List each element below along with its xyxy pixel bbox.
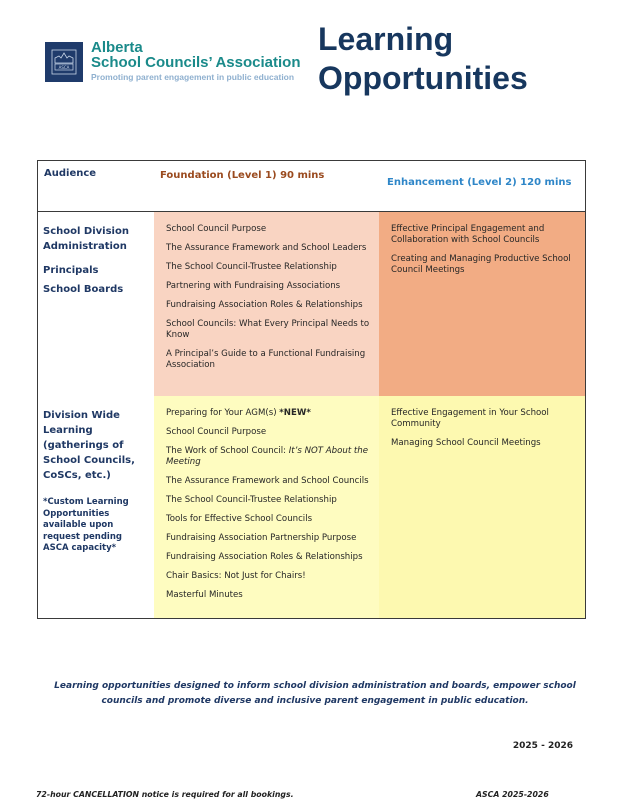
audience-item: Principals <box>43 265 99 276</box>
course-item: School Councils: What Every Principal Needs to Know <box>166 319 370 340</box>
course-item: Creating and Managing Productive School Council Meetings <box>391 254 571 275</box>
table-row <box>38 212 586 397</box>
title-line2: Opportunities <box>318 60 528 96</box>
enhancement-cell <box>379 212 586 397</box>
table-header-row <box>38 161 586 212</box>
course-item: A Principal’s Guide to a Functional Fundraising Association <box>166 349 366 370</box>
course-item: Chair Basics: Not Just for Chairs! <box>166 571 306 581</box>
course-item: Effective Engagement in Your School Community <box>391 408 549 429</box>
audience-cell <box>38 212 155 397</box>
org-name-line1: Alberta <box>91 39 143 56</box>
audience-item: Division Wide Learning (gatherings of School Councils, CoSCs, etc.) <box>43 410 135 481</box>
page-title <box>318 20 528 98</box>
year-label: 2025 - 2026 <box>512 741 573 751</box>
course-item: The School Council-Trustee Relationship <box>166 262 337 272</box>
audience-item: School Division Administration <box>43 226 129 252</box>
column-header-foundation: Foundation (Level 1) 90 mins <box>154 161 379 212</box>
course-item: Preparing for Your AGM(s) *NEW* <box>166 408 311 418</box>
course-item: Fundraising Association Partnership Purpose <box>166 533 357 543</box>
mission-tagline: Learning opportunities designed to inform school division administration and boards, empower school councils and promote diverse and inclusive parent engagement in public education. <box>54 681 576 706</box>
course-item: Effective Principal Engagement and Collaboration with School Councils <box>391 224 545 245</box>
course-item: The Work of School Council: It’s NOT About the Meeting <box>166 446 369 467</box>
audience-item: School Boards <box>43 284 124 295</box>
audience-cell <box>38 396 155 619</box>
course-item: Managing School Council Meetings <box>391 438 541 448</box>
footer-copyright: ASCA 2025-2026 <box>476 790 549 799</box>
course-item: The Assurance Framework and School Councils <box>166 476 369 486</box>
foundation-cell <box>154 212 379 397</box>
course-item: School Council Purpose <box>166 427 267 437</box>
foundation-cell <box>154 396 379 619</box>
cancellation-notice: 72-hour CANCELLATION notice is required for all bookings. <box>36 790 294 799</box>
org-name-line2: School Councils’ Association <box>91 54 301 71</box>
learning-opportunities-table <box>37 160 586 619</box>
school-building-icon <box>49 47 79 77</box>
course-item: Fundraising Association Roles & Relationships <box>166 300 363 310</box>
course-item: Fundraising Association Roles & Relationships <box>166 552 363 562</box>
audience-note: *Custom Learning Opportunities available upon request pending ASCA capacity* <box>43 497 129 553</box>
title-line1: Learning <box>318 21 454 57</box>
course-item: Partnering with Fundraising Associations <box>166 281 341 291</box>
course-item: The School Council-Trustee Relationship <box>166 495 337 505</box>
column-header-audience: Audience <box>38 161 155 212</box>
course-item: The Assurance Framework and School Leaders <box>166 243 367 253</box>
org-tagline: Promoting parent engagement in public education <box>91 72 295 82</box>
enhancement-cell <box>379 396 586 619</box>
course-item: Masterful Minutes <box>166 590 243 600</box>
course-item: Tools for Effective School Councils <box>166 514 313 524</box>
column-header-enhancement: Enhancement (Level 2) 120 mins <box>379 161 586 212</box>
course-item: School Council Purpose <box>166 224 267 234</box>
table-row <box>38 396 586 619</box>
asca-logo <box>45 42 83 82</box>
svg-text:ASCA: ASCA <box>58 65 70 70</box>
organization-name <box>91 40 300 82</box>
